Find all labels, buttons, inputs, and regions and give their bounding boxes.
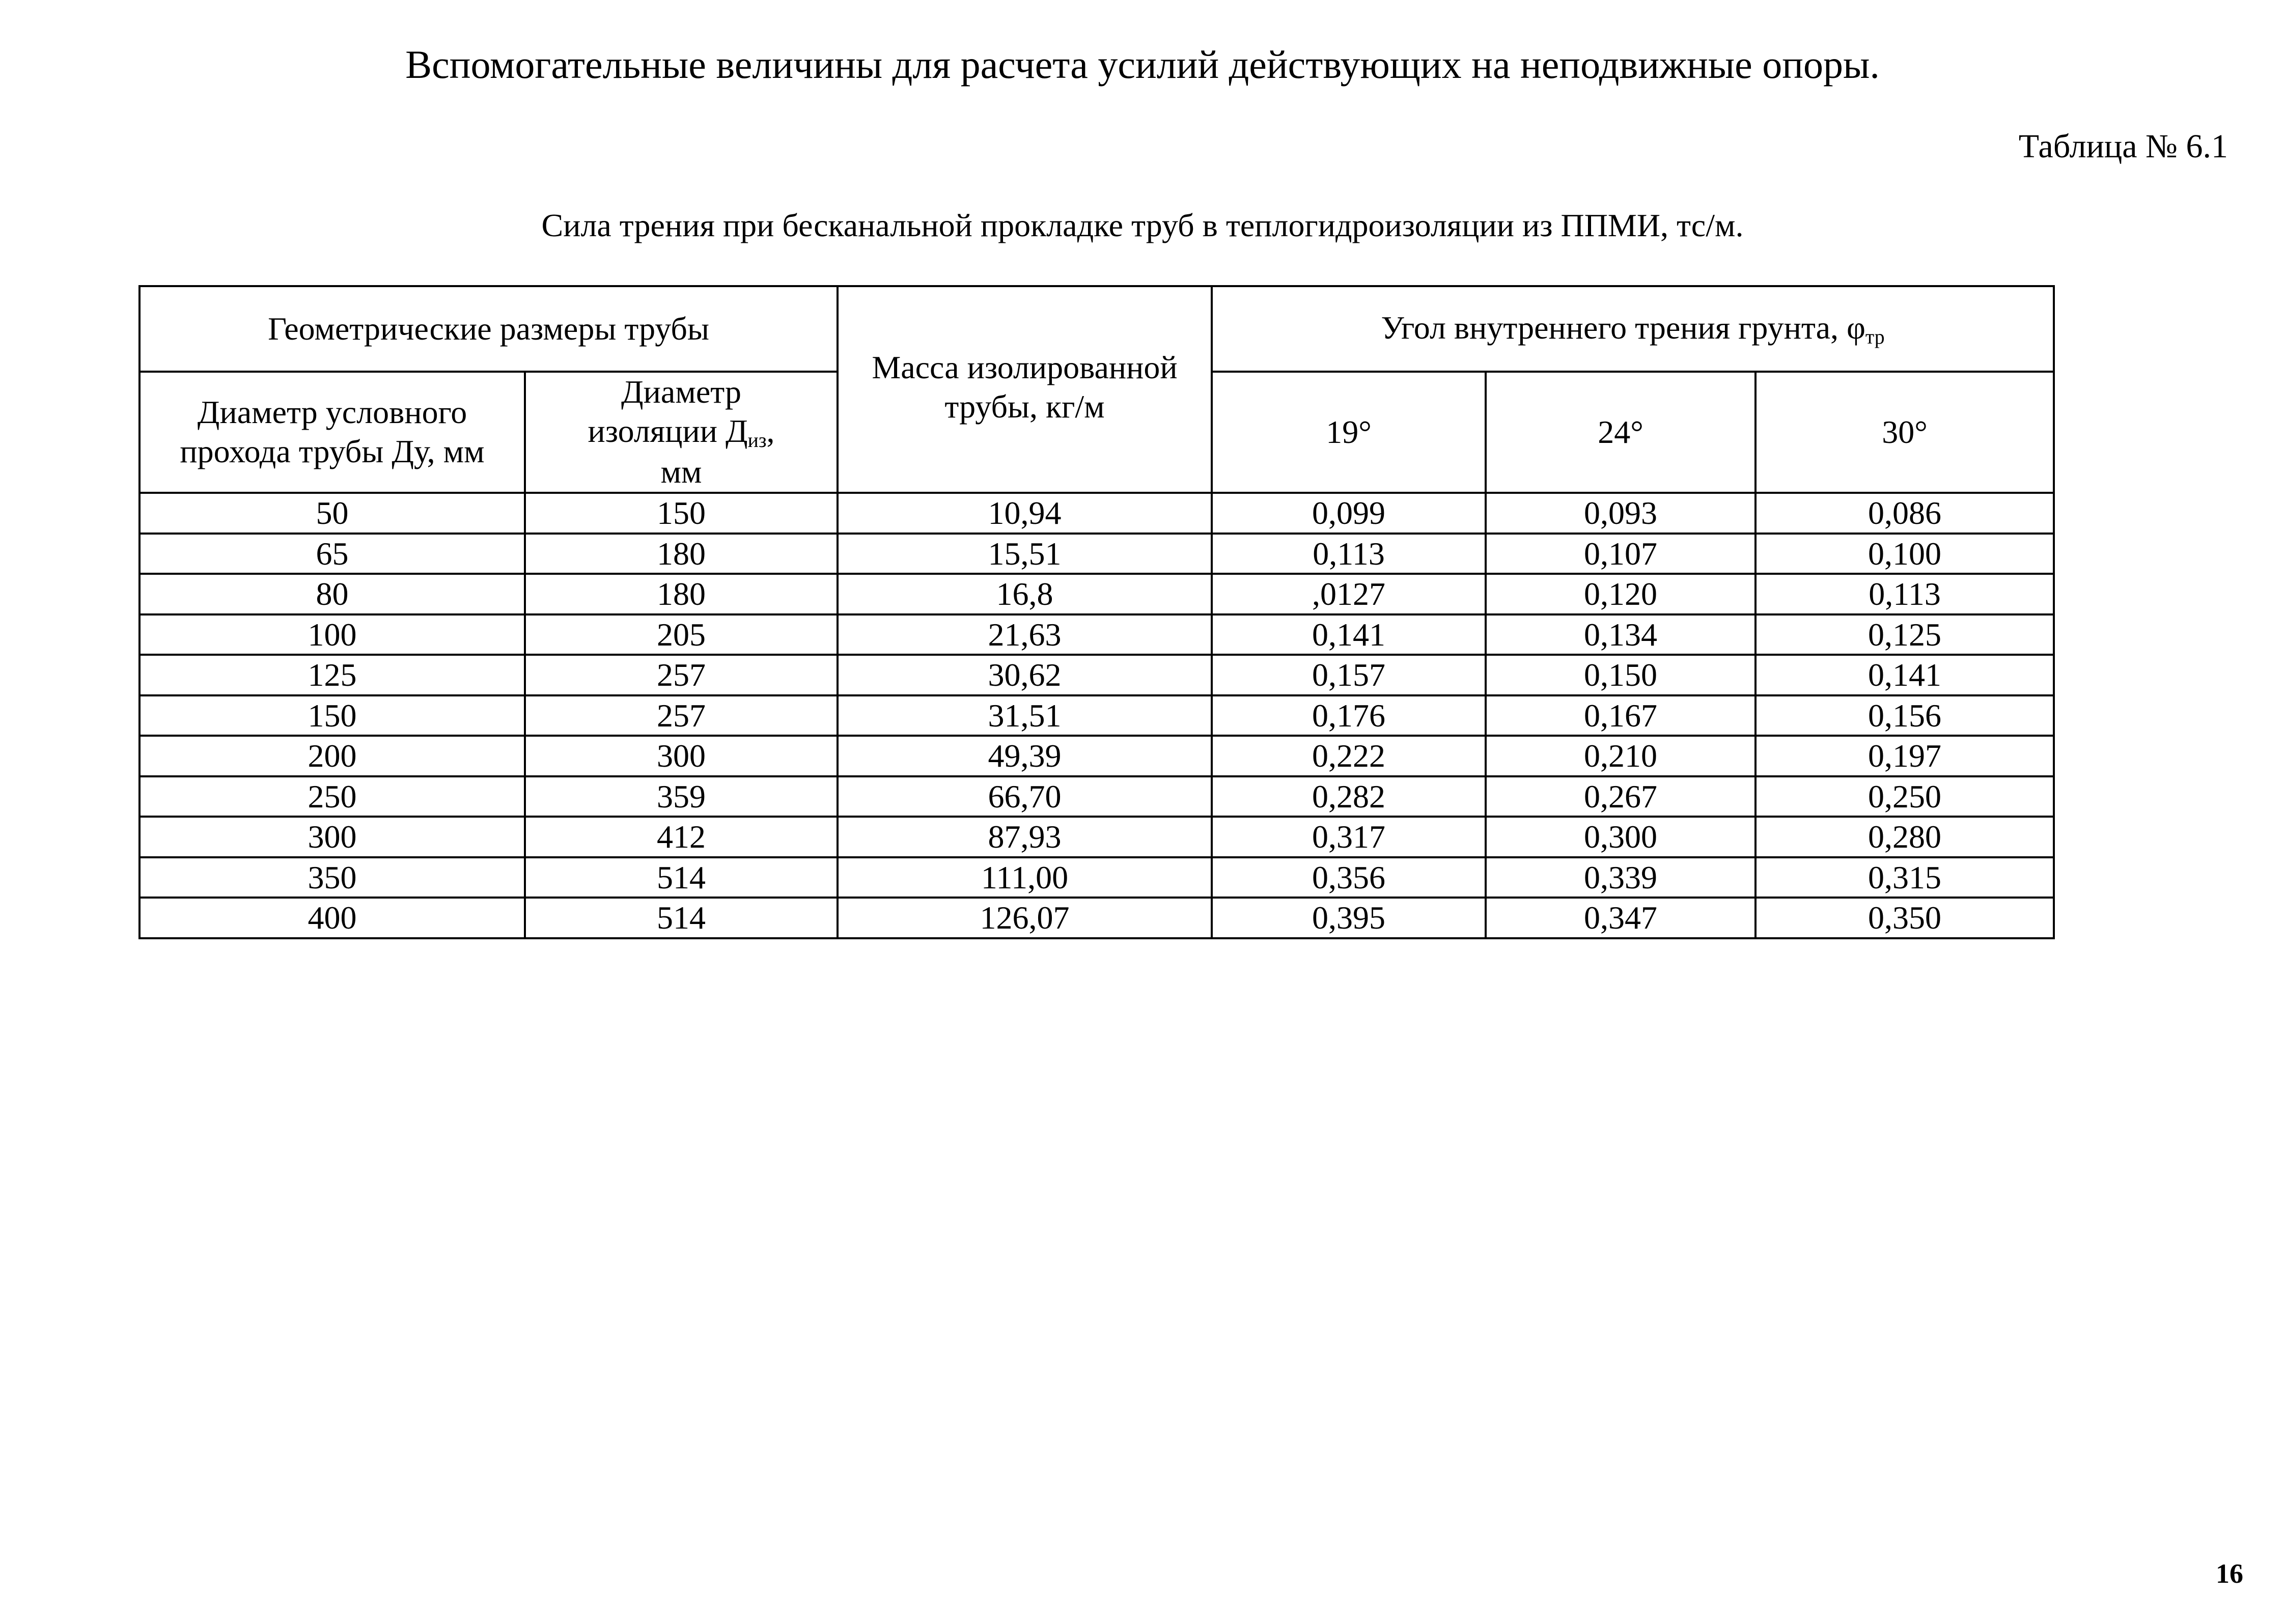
header-insul-line3: мм (660, 454, 702, 490)
header-nominal-diameter (140, 372, 525, 493)
cell-insulation: 205 (525, 614, 838, 655)
header-insul-suffix: , (766, 412, 775, 449)
cell-dn: 100 (140, 614, 525, 655)
cell-friction-24: 0,347 (1486, 898, 1755, 938)
header-angle-text: Угол внутреннего трения грунта, φ (1381, 310, 1865, 346)
cell-mass: 111,00 (838, 857, 1212, 898)
cell-friction-30: 0,100 (1755, 534, 2054, 574)
header-geometry-group: Геометрические размеры трубы (140, 286, 838, 372)
cell-dn: 50 (140, 493, 525, 534)
cell-friction-24: 0,339 (1486, 857, 1755, 898)
table-row (140, 655, 2054, 695)
cell-mass: 87,93 (838, 817, 1212, 857)
cell-friction-19: 0,157 (1212, 655, 1486, 695)
cell-friction-30: 0,280 (1755, 817, 2054, 857)
cell-mass: 49,39 (838, 736, 1212, 776)
cell-insulation: 514 (525, 898, 838, 938)
table-caption: Сила трения при бесканальной прокладке труб в теплогидроизоляции из ППМИ, тс/м. (541, 207, 1744, 243)
cell-mass: 10,94 (838, 493, 1212, 534)
header-dn-line1: Диаметр условного (197, 394, 467, 431)
cell-insulation: 150 (525, 493, 838, 534)
cell-friction-24: 0,120 (1486, 574, 1755, 614)
cell-dn: 400 (140, 898, 525, 938)
cell-friction-19: 0,176 (1212, 695, 1486, 736)
cell-insulation: 257 (525, 655, 838, 695)
cell-friction-24: 0,300 (1486, 817, 1755, 857)
cell-dn: 80 (140, 574, 525, 614)
table-row (140, 493, 2054, 534)
cell-friction-24: 0,134 (1486, 614, 1755, 655)
cell-mass: 16,8 (838, 574, 1212, 614)
cell-friction-30: 0,086 (1755, 493, 2054, 534)
table-row (140, 736, 2054, 776)
header-insulation-diameter (525, 372, 838, 493)
cell-friction-30: 0,250 (1755, 776, 2054, 817)
table-row (140, 857, 2054, 898)
cell-friction-30: 0,113 (1755, 574, 2054, 614)
cell-mass: 66,70 (838, 776, 1212, 817)
cell-friction-30: 0,156 (1755, 695, 2054, 736)
table-row (140, 776, 2054, 817)
cell-insulation: 300 (525, 736, 838, 776)
table-row (140, 898, 2054, 938)
cell-friction-19: 0,222 (1212, 736, 1486, 776)
header-dn-line2: прохода трубы Ду, мм (180, 433, 485, 470)
cell-friction-30: 0,125 (1755, 614, 2054, 655)
header-angle-24: 24° (1486, 372, 1755, 493)
header-mass-line1: Масса изолированной (872, 349, 1178, 385)
cell-friction-30: 0,350 (1755, 898, 2054, 938)
table-row (140, 614, 2054, 655)
cell-mass: 31,51 (838, 695, 1212, 736)
table-row (140, 817, 2054, 857)
cell-friction-19: 0,317 (1212, 817, 1486, 857)
cell-dn: 350 (140, 857, 525, 898)
cell-mass: 126,07 (838, 898, 1212, 938)
header-angle-group (1212, 286, 2054, 372)
header-insul-subscript: из (747, 429, 767, 452)
cell-insulation: 180 (525, 534, 838, 574)
cell-friction-30: 0,141 (1755, 655, 2054, 695)
page-number: 16 (2216, 1558, 2243, 1589)
header-insul-line1: Диаметр (621, 374, 741, 410)
cell-dn: 200 (140, 736, 525, 776)
friction-table (138, 285, 2055, 939)
cell-dn: 250 (140, 776, 525, 817)
cell-friction-24: 0,093 (1486, 493, 1755, 534)
table-row (140, 534, 2054, 574)
table-row (140, 695, 2054, 736)
cell-friction-24: 0,267 (1486, 776, 1755, 817)
cell-insulation: 412 (525, 817, 838, 857)
header-mass-line2: трубы, кг/м (944, 388, 1105, 425)
cell-dn: 150 (140, 695, 525, 736)
cell-insulation: 359 (525, 776, 838, 817)
cell-friction-19: 0,282 (1212, 776, 1486, 817)
cell-insulation: 257 (525, 695, 838, 736)
cell-friction-30: 0,315 (1755, 857, 2054, 898)
table-row (140, 574, 2054, 614)
cell-friction-19: 0,395 (1212, 898, 1486, 938)
cell-dn: 65 (140, 534, 525, 574)
cell-insulation: 180 (525, 574, 838, 614)
cell-friction-19: 0,113 (1212, 534, 1486, 574)
cell-friction-19: 0,099 (1212, 493, 1486, 534)
cell-friction-24: 0,210 (1486, 736, 1755, 776)
cell-dn: 300 (140, 817, 525, 857)
header-angle-30: 30° (1755, 372, 2054, 493)
cell-mass: 30,62 (838, 655, 1212, 695)
cell-mass: 21,63 (838, 614, 1212, 655)
cell-friction-19: ,0127 (1212, 574, 1486, 614)
cell-friction-24: 0,167 (1486, 695, 1755, 736)
cell-friction-24: 0,107 (1486, 534, 1755, 574)
header-angle-19: 19° (1212, 372, 1486, 493)
header-insul-prefix: изоляции Д (588, 412, 748, 449)
cell-friction-19: 0,141 (1212, 614, 1486, 655)
table-number: Таблица № 6.1 (2018, 128, 2228, 165)
header-mass (838, 286, 1212, 493)
cell-friction-24: 0,150 (1486, 655, 1755, 695)
page-title: Вспомогательные величины для расчета усилий действующих на неподвижные опоры. (405, 42, 1880, 87)
header-angle-subscript: тр (1865, 325, 1885, 348)
cell-friction-30: 0,197 (1755, 736, 2054, 776)
cell-insulation: 514 (525, 857, 838, 898)
cell-mass: 15,51 (838, 534, 1212, 574)
cell-friction-19: 0,356 (1212, 857, 1486, 898)
cell-dn: 125 (140, 655, 525, 695)
